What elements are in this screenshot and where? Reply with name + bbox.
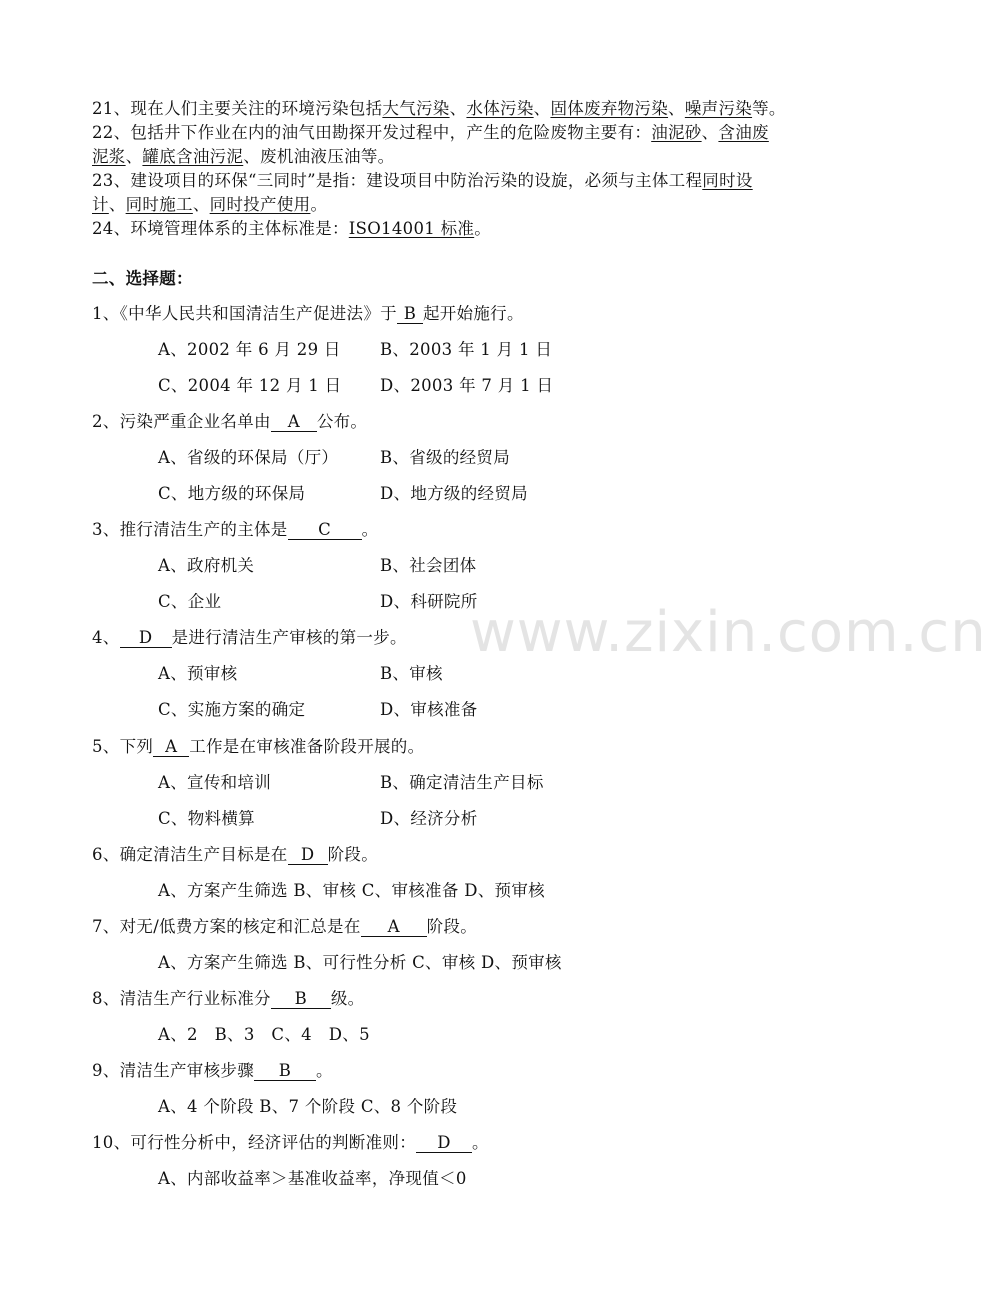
option-text: D、科研院所	[380, 592, 478, 611]
option-row: A、4 个阶段 B、7 个阶段 C、8 个阶段	[158, 1097, 458, 1116]
option-text: A、宣传和培训	[158, 773, 272, 792]
answer-blank: A	[271, 413, 317, 432]
answer-text: 含油废	[718, 123, 769, 142]
answer-blank: A	[153, 738, 189, 757]
answer-text: 噪声污染	[684, 99, 753, 118]
option-row	[158, 771, 544, 795]
option-row	[158, 662, 443, 686]
option-text: C、2004 年 12 月 1 日	[158, 376, 342, 395]
option-row: A、方案产生筛选 B、可行性分析 C、审核 D、预审核	[158, 953, 562, 972]
answer-text: 同时设	[702, 171, 753, 190]
answer-blank: D	[288, 846, 328, 865]
choice-question: 2、污染严重企业名单由 A 公布。	[92, 412, 368, 431]
option-text: D、2003 年 7 月 1 日	[380, 376, 554, 395]
option-text: B、确定清洁生产目标	[380, 773, 544, 792]
answer-text: 固体废弃物污染	[550, 99, 669, 118]
fill-question-23: 23、建设项目的环保“三同时”是指：建设项目中防治污染的设旋，必须与主体工程同时设	[92, 171, 753, 190]
answer-blank: B	[271, 990, 331, 1009]
answer-blank: B	[397, 305, 423, 324]
answer-blank: D	[416, 1134, 472, 1153]
option-text: C、企业	[158, 592, 222, 611]
choice-question: 6、确定清洁生产目标是在 D 阶段。	[92, 845, 379, 864]
option-text: A、省级的环保局（厅）	[158, 448, 339, 467]
option-row	[158, 554, 477, 578]
choice-question: 3、推行清洁生产的主体是 C 。	[92, 520, 379, 539]
section-title: 二、选择题：	[92, 269, 193, 288]
answer-text: 油泥砂	[651, 123, 702, 142]
answer-blank: B	[254, 1062, 316, 1081]
option-row	[158, 446, 511, 470]
choice-question: 5、下列 A 工作是在审核准备阶段开展的。	[92, 737, 425, 756]
answer-text: 大气污染	[382, 99, 450, 118]
option-text: B、社会团体	[380, 556, 477, 575]
option-text: A、政府机关	[158, 556, 255, 575]
answer-blank: D	[120, 629, 172, 648]
choice-question: 8、清洁生产行业标准分 B 级。	[92, 989, 365, 1008]
fill-question-24: 24、环境管理体系的主体标准是：ISO14001 标准。	[92, 219, 491, 238]
option-row: A、2 B、3 C、4 D、5	[158, 1025, 370, 1044]
option-row	[158, 482, 528, 506]
fill-question-23-cont: 计、同时施工、同时投产使用。	[92, 195, 328, 214]
option-text: A、预审核	[158, 664, 238, 683]
answer-blank: A	[361, 918, 427, 937]
answer-text: 计	[92, 195, 109, 214]
option-row	[158, 338, 553, 362]
answer-text: ISO14001 标准	[348, 219, 475, 238]
option-row	[158, 374, 554, 398]
choice-question: 1、《中华人民共和国清洁生产促进法》于 B 起开始施行。	[92, 304, 524, 323]
option-text: D、地方级的经贸局	[380, 484, 528, 503]
option-text: B、省级的经贸局	[380, 448, 511, 467]
answer-text: 同时施工	[125, 195, 193, 214]
choice-question: 10、可行性分析中，经济评估的判断准则： D 。	[92, 1133, 489, 1152]
option-text: D、经济分析	[380, 809, 478, 828]
option-text: D、审核准备	[380, 700, 478, 719]
answer-text: 泥浆	[92, 147, 126, 166]
fill-question-22: 22、包括井下作业在内的油气田勘探开发过程中，产生的危险废物主要有：油泥砂、含油废	[92, 123, 769, 142]
watermark: www.zixin.com.cn	[470, 600, 987, 665]
option-text: C、实施方案的确定	[158, 700, 306, 719]
option-text: A、2002 年 6 月 29 日	[158, 340, 341, 359]
option-text: C、地方级的环保局	[158, 484, 306, 503]
choice-question: 4、 D 是进行清洁生产审核的第一步。	[92, 628, 407, 647]
option-text: B、审核	[380, 664, 443, 683]
option-row: A、内部收益率＞基准收益率，净现值＜0	[158, 1169, 467, 1188]
choice-question: 7、对无/低费方案的核定和汇总是在 A 阶段。	[92, 917, 478, 936]
fill-question-21: 21、现在人们主要关注的环境污染包括大气污染、水体污染、固体废弃物污染、噪声污染等。	[92, 99, 786, 118]
option-row	[158, 807, 478, 831]
choice-question: 9、清洁生产审核步骤 B 。	[92, 1061, 333, 1080]
option-row	[158, 590, 478, 614]
fill-question-22-cont: 泥浆、罐底含油污泥、废机油液压油等。	[92, 147, 395, 166]
option-text: B、2003 年 1 月 1 日	[380, 340, 553, 359]
option-text: C、物料横算	[158, 809, 255, 828]
answer-text: 水体污染	[466, 99, 534, 118]
answer-blank: C	[288, 521, 362, 540]
answer-text: 同时投产使用	[209, 195, 311, 214]
answer-text: 罐底含油污泥	[142, 147, 244, 166]
option-row: A、方案产生筛选 B、审核 C、审核准备 D、预审核	[158, 881, 545, 900]
option-row	[158, 698, 478, 722]
